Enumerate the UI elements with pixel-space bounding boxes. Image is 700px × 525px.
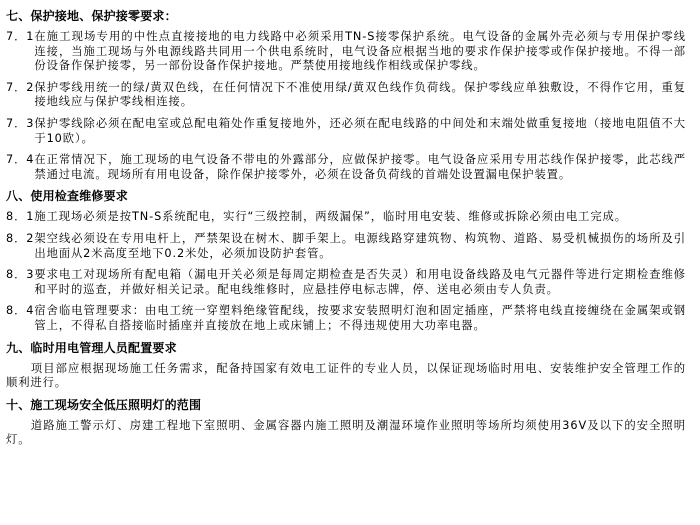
section-8-title: 八、使用检查维修要求: [6, 189, 129, 204]
clause-8-2: [6, 232, 686, 261]
clause-number: 7．3: [6, 116, 35, 130]
clause-text: 在施工现场专用的中性点直接接地的电力线路中必须采用TN-S接零保护系统。电气设备的金属外壳必须与专用保护零线连接，当施工现场与外电源线路共同用一个供电系统时，电气设备应根据当地的要求作保护接零或作保护接地。不得一部份设备作保护接零，另一部份设备作保护接地。严禁使用接地线作相线或保护零线。: [34, 30, 686, 73]
section-9-paragraph: 项目部应根据现场施工任务需求，配备持国家有效电工证件的专业人员，以保证现场临时用电、安装维护安全管理工作的顺利进行。: [6, 361, 686, 390]
clause-8-4: [6, 304, 686, 333]
clause-text: 宿舍临电管理要求：由电工统一穿塑料绝缘管配线，按要求安装照明灯泡和固定插座，严禁将电线直接缠绕在金属架或钢管上，不得私自搭接临时插座并直接放在地上或床铺上；不得违规使用大功率电器。: [34, 304, 686, 332]
clause-7-2: [6, 81, 686, 110]
section-10-paragraph: 道路施工警示灯、房建工程地下室照明、金属容器内施工照明及潮湿环境作业照明等场所均须使用36V及以下的安全照明灯。: [6, 418, 686, 447]
clause-text: 在正常情况下，施工现场的电气设备不带电的外露部分，应做保护接零。电气设备应采用专用芯线作保护接零，此芯线严禁通过电流。现场所有用电设备，除作保护接零外，必须在设备负荷线的首端处设置漏电保护装置。: [34, 153, 686, 181]
clause-7-1: [6, 30, 686, 74]
clause-7-4: [6, 153, 686, 182]
clause-text: 保护零线除必须在配电室或总配电箱处作重复接地外，还必须在配电线路的中间处和末端处做重复接地（接地电阻值不大于10欧）。: [34, 116, 686, 145]
section-10-title: 十、施工现场安全低压照明灯的范围: [6, 397, 202, 412]
clause-text: 要求电工对现场所有配电箱（漏电开关必须是每周定期检查是否失灵）和用电设备线路及电气元器件等进行定期检查维修和平时的巡查，并做好相关记录。配电线维修时，应悬挂停电标志牌，停、送电必须由专人负责。: [34, 268, 686, 296]
section-7-title: 七、保护接地、保护接零要求：: [6, 9, 177, 23]
clause-number: 8．1: [6, 210, 35, 224]
clause-8-3: [6, 268, 686, 297]
clause-number: 7．2: [6, 80, 35, 94]
section-9-title: 九、临时用电管理人员配置要求: [6, 340, 177, 355]
clause-number: 8．2: [6, 231, 35, 245]
clause-7-3: [6, 117, 686, 146]
clause-text: 保护零线用统一的绿/黄双色线，在任何情况下不准使用绿/黄双色线作负荷线。保护零线应单独敷设，不得作它用，重复接地线应与保护零线相连接。: [34, 80, 686, 109]
clause-8-1: [6, 210, 686, 225]
clause-number: 7．1: [6, 30, 35, 43]
clause-text: 架空线必须设在专用电杆上，严禁架设在树木、脚手架上。电源线路穿建筑物、构筑物、道路、易受机械损伤的场所及引出地面从2米高度至地下0.2米处，必须加设防护套管。: [34, 231, 686, 260]
clause-number: 8．4: [6, 304, 35, 318]
clause-number: 8．3: [6, 268, 35, 282]
clause-text: 施工现场必须是按TN-S系统配电，实行“三级控制，两级漏保”，临时用电安装、维修或拆除必须由电工完成。: [34, 210, 627, 224]
clause-number: 7．4: [6, 153, 35, 167]
